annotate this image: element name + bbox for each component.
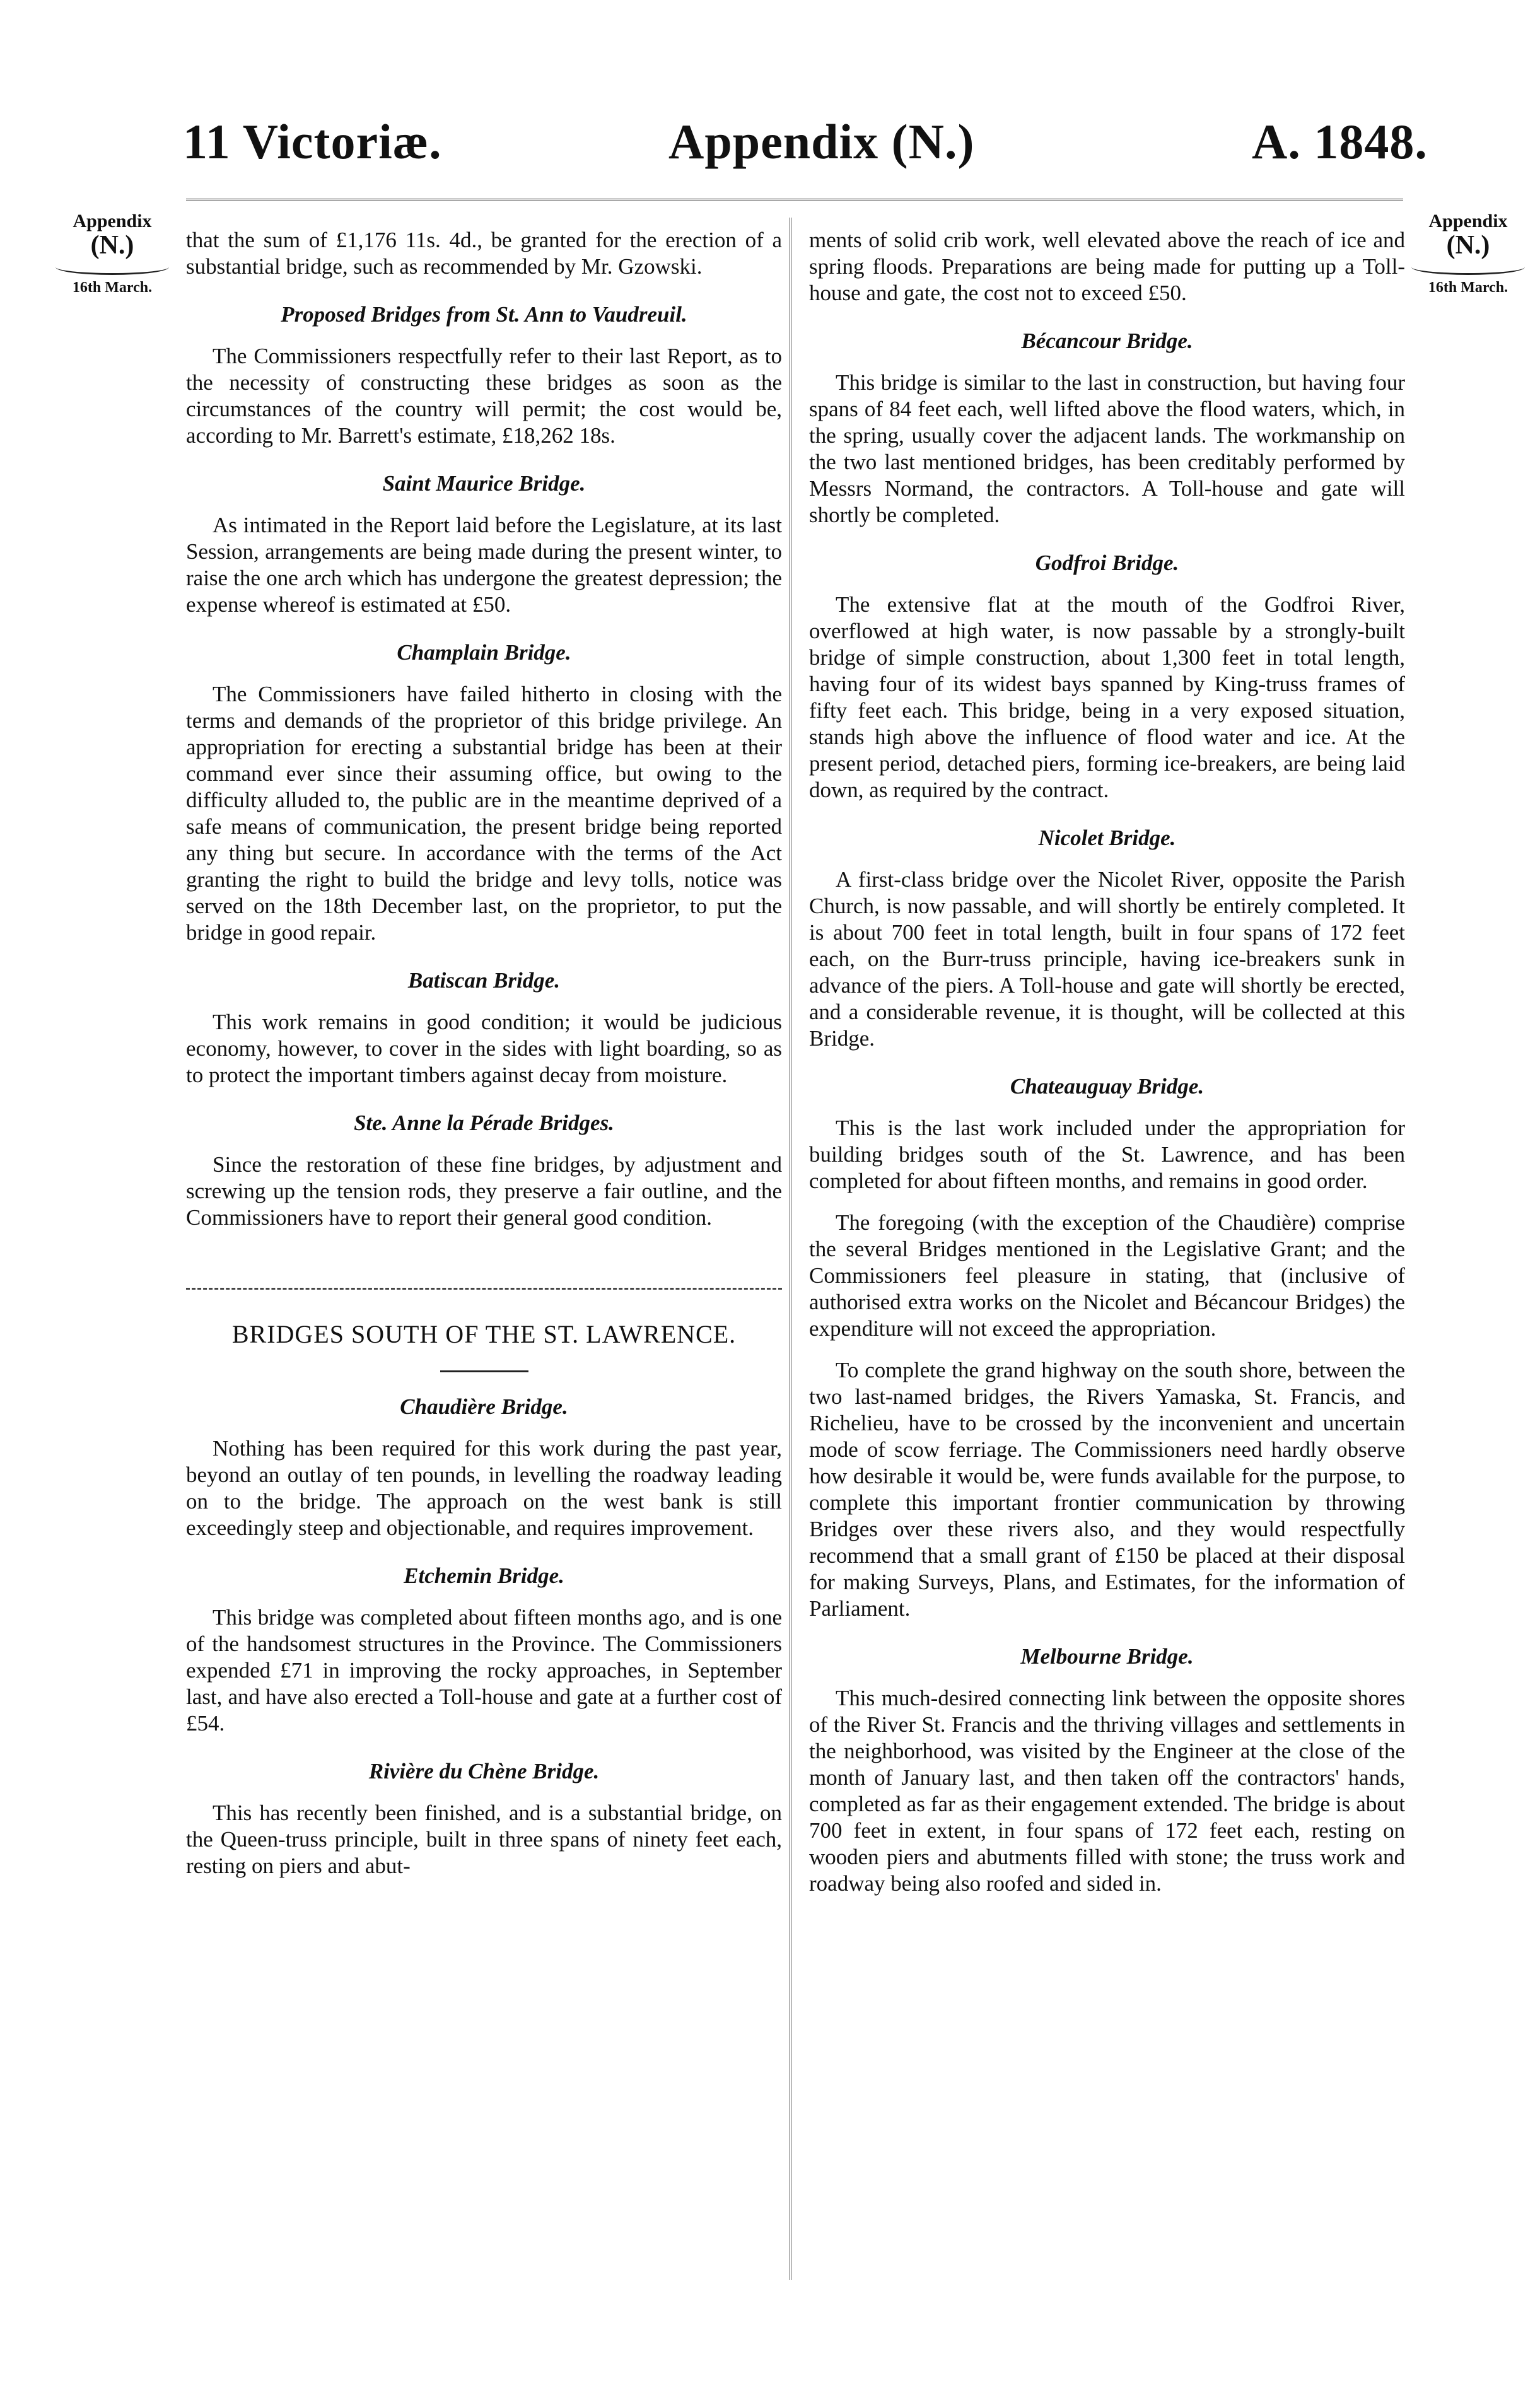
heading-ste-anne: Ste. Anne la Pérade Bridges. [354,1111,614,1135]
paragraph-continuation: ments of solid crib work, well elevated above the reach of ice and spring floods. Preparations are being made for putting up a Toll-house and gate, the cost not to exceed £50. [809,228,1405,305]
margin-note-letter: (N.) [90,230,134,260]
paragraph-batiscan: This work remains in good condition; it would be judicious economy, however, to cover in the sides with light boarding, so as to protect the important timbers against decay from moisture. [186,1010,782,1087]
paragraph-champlain: The Commissioners have failed hitherto in closing with the terms and demands of the proprietor of this bridge privilege. An appropriation for erecting a substantial bridge has been at their command ever since their assuming office, but owing to the difficulty alluded to, the public are in the meantime deprived of a safe means of communication, the present bridge being reported any thing but secure. In accordance with the terms of the Act granting the right to build the bridge and levy tolls, notice was served on the 18th December last, on the proprietor, to put the bridge in good repair. [186,682,782,945]
left-column [186,227,782,1894]
heading-melbourne: Melbourne Bridge. [1020,1644,1194,1669]
heading-riviere-du-chene: Rivière du Chène Bridge. [368,1759,600,1783]
margin-note-date: 16th March. [72,279,153,296]
heading-chateauguay: Chateauguay Bridge. [1010,1074,1205,1099]
header-appendix: Appendix (N.) [668,114,975,169]
heading-etchemin: Etchemin Bridge. [404,1563,564,1588]
margin-note-letter: (N.) [1446,230,1490,260]
section-rule [440,1370,528,1372]
paragraph-foregoing: The foregoing (with the exception of the Chaudière) comprise the several Bridges mentioned in the Legislative Grant; and the Commissioners feel pleasure in stating, that (inclusive of authorised extra works on the Nicolet and Bécancour Bridges) the expenditure will not exceed the appropriation. [809,1210,1405,1341]
right-column [809,227,1405,1912]
heading-chaudiere: Chaudière Bridge. [400,1394,568,1419]
paragraph-etchemin: This bridge was completed about fifteen months ago, and is one of the handsomest structures in the Province. The Commissioners expended £71 in improving the rocky approaches, in September last, and have also erected a Toll-house and gate at a further cost of £54. [186,1605,782,1736]
header-session: 11 Victoriæ. [183,114,442,169]
heading-champlain: Champlain Bridge. [397,640,571,665]
paragraph-saint-maurice: As intimated in the Report laid before the Legislature, at its last Session, arrangements are being made during the present winter, to raise the one arch which has undergone the greatest depression; the expense whereof is estimated at £50. [186,513,782,617]
paragraph-godfroi: The extensive flat at the mouth of the Godfroi River, overflowed at high water, is now passable by a strongly-built bridge of simple construction, about 1,300 feet in total length, having four of its widest bays spanned by King-truss frames of fifty feet each. This bridge, being in a very exposed situation, stands high above the influence of flood water and ice. At the present period, detached piers, forming ice-breakers, are being laid down, as required by the contract. [809,592,1405,802]
paragraph-melbourne: This much-desired connecting link between the opposite shores of the River St. Francis and the thriving villages and settlements in the neighborhood, was visited by the Engineer at the close of the month of January last, and then taken off the contractors' hands, completed as far as their engagement extended. The bridge is about 700 feet in extent, in four spans of 172 feet each, resting on wooden piers and abutments filled with stone; the truss work and roadway being also roofed and sided in. [809,1686,1405,1896]
header-year: A. 1848. [1252,114,1428,169]
section-heading-south: BRIDGES SOUTH OF THE ST. LAWRENCE. [231,1320,737,1348]
margin-brace [1411,259,1525,275]
heading-vaudreuil: Proposed Bridges from St. Ann to Vaudreuil. [281,302,687,327]
heading-becancour: Bécancour Bridge. [1021,329,1193,353]
paragraph-highway: To complete the grand highway on the south shore, between the two last-named bridges, the Rivers Yamaska, St. Francis, and Richelieu, have to be crossed by the inconvenient and uncertain mode of scow ferriage. The Commissioners need hardly observe how desirable it would be, were funds available for the purpose, to complete this important frontier communication by throwing Bridges over these rivers also, and they would respectfully recommend that a small grant of £150 be placed at their disposal for making Surveys, Plans, and Estimates, for the information of Parliament. [809,1358,1405,1621]
paragraph-riviere-du-chene: This has recently been finished, and is a substantial bridge, on the Queen-truss principle, built in three spans of ninety feet each, resting on piers and abut- [186,1801,782,1878]
section-divider [186,1288,782,1290]
margin-note-right [1405,211,1531,296]
paragraph-chaudiere: Nothing has been required for this work during the past year, beyond an outlay of ten pounds, in levelling the roadway leading on to the bridge. The approach on the west bank is still exceedingly steep and objectionable, and requires improvement. [186,1436,782,1540]
heading-saint-maurice: Saint Maurice Bridge. [382,471,586,496]
paragraph-vaudreuil: The Commissioners respectfully refer to their last Report, as to the necessity of constructing these bridges as soon as the circumstances of the country will permit; the cost would be, according to Mr. Barrett's estimate, £18,262 18s. [186,344,782,448]
margin-note-appendix: Appendix [73,211,152,231]
header-rule [186,199,1403,201]
margin-brace [55,259,169,275]
margin-note-date: 16th March. [1428,279,1508,296]
column-divider [790,218,791,2280]
heading-godfroi: Godfroi Bridge. [1035,551,1179,575]
paragraph-becancour: This bridge is similar to the last in construction, but having four spans of 84 feet each, well lifted above the flood waters, which, in the spring, usually cover the adjacent lands. The workmanship on the two last mentioned bridges, has been creditably performed by Messrs Normand, the contractors. A Toll-house and gate will shortly be completed. [809,370,1405,527]
heading-batiscan: Batiscan Bridge. [407,968,561,993]
heading-nicolet: Nicolet Bridge. [1038,826,1176,850]
paragraph-ste-anne: Since the restoration of these fine bridges, by adjustment and screwing up the tension rods, they preserve a fair outline, and the Commissioners have to report their general good condition. [186,1152,782,1230]
paragraph-nicolet: A first-class bridge over the Nicolet River, opposite the Parish Church, is now passable, and will shortly be entirely completed. It is about 700 feet in total length, built in four spans of 172 feet each, on the Burr-truss principle, having ice-breakers sunk in advance of the piers. A Toll-house and gate will shortly be erected, and a considerable revenue, it is thought, will be collected at this Bridge. [809,867,1405,1051]
margin-note-appendix: Appendix [1428,211,1508,231]
paragraph-intro: that the sum of £1,176 11s. 4d., be granted for the erection of a substantial bridge, such as recommended by Mr. Gzowski. [186,228,782,279]
margin-note-left [49,211,175,296]
paragraph-chateauguay: This is the last work included under the appropriation for building bridges south of the St. Lawrence, and has been completed for about fifteen months, and remains in good order. [809,1116,1405,1193]
